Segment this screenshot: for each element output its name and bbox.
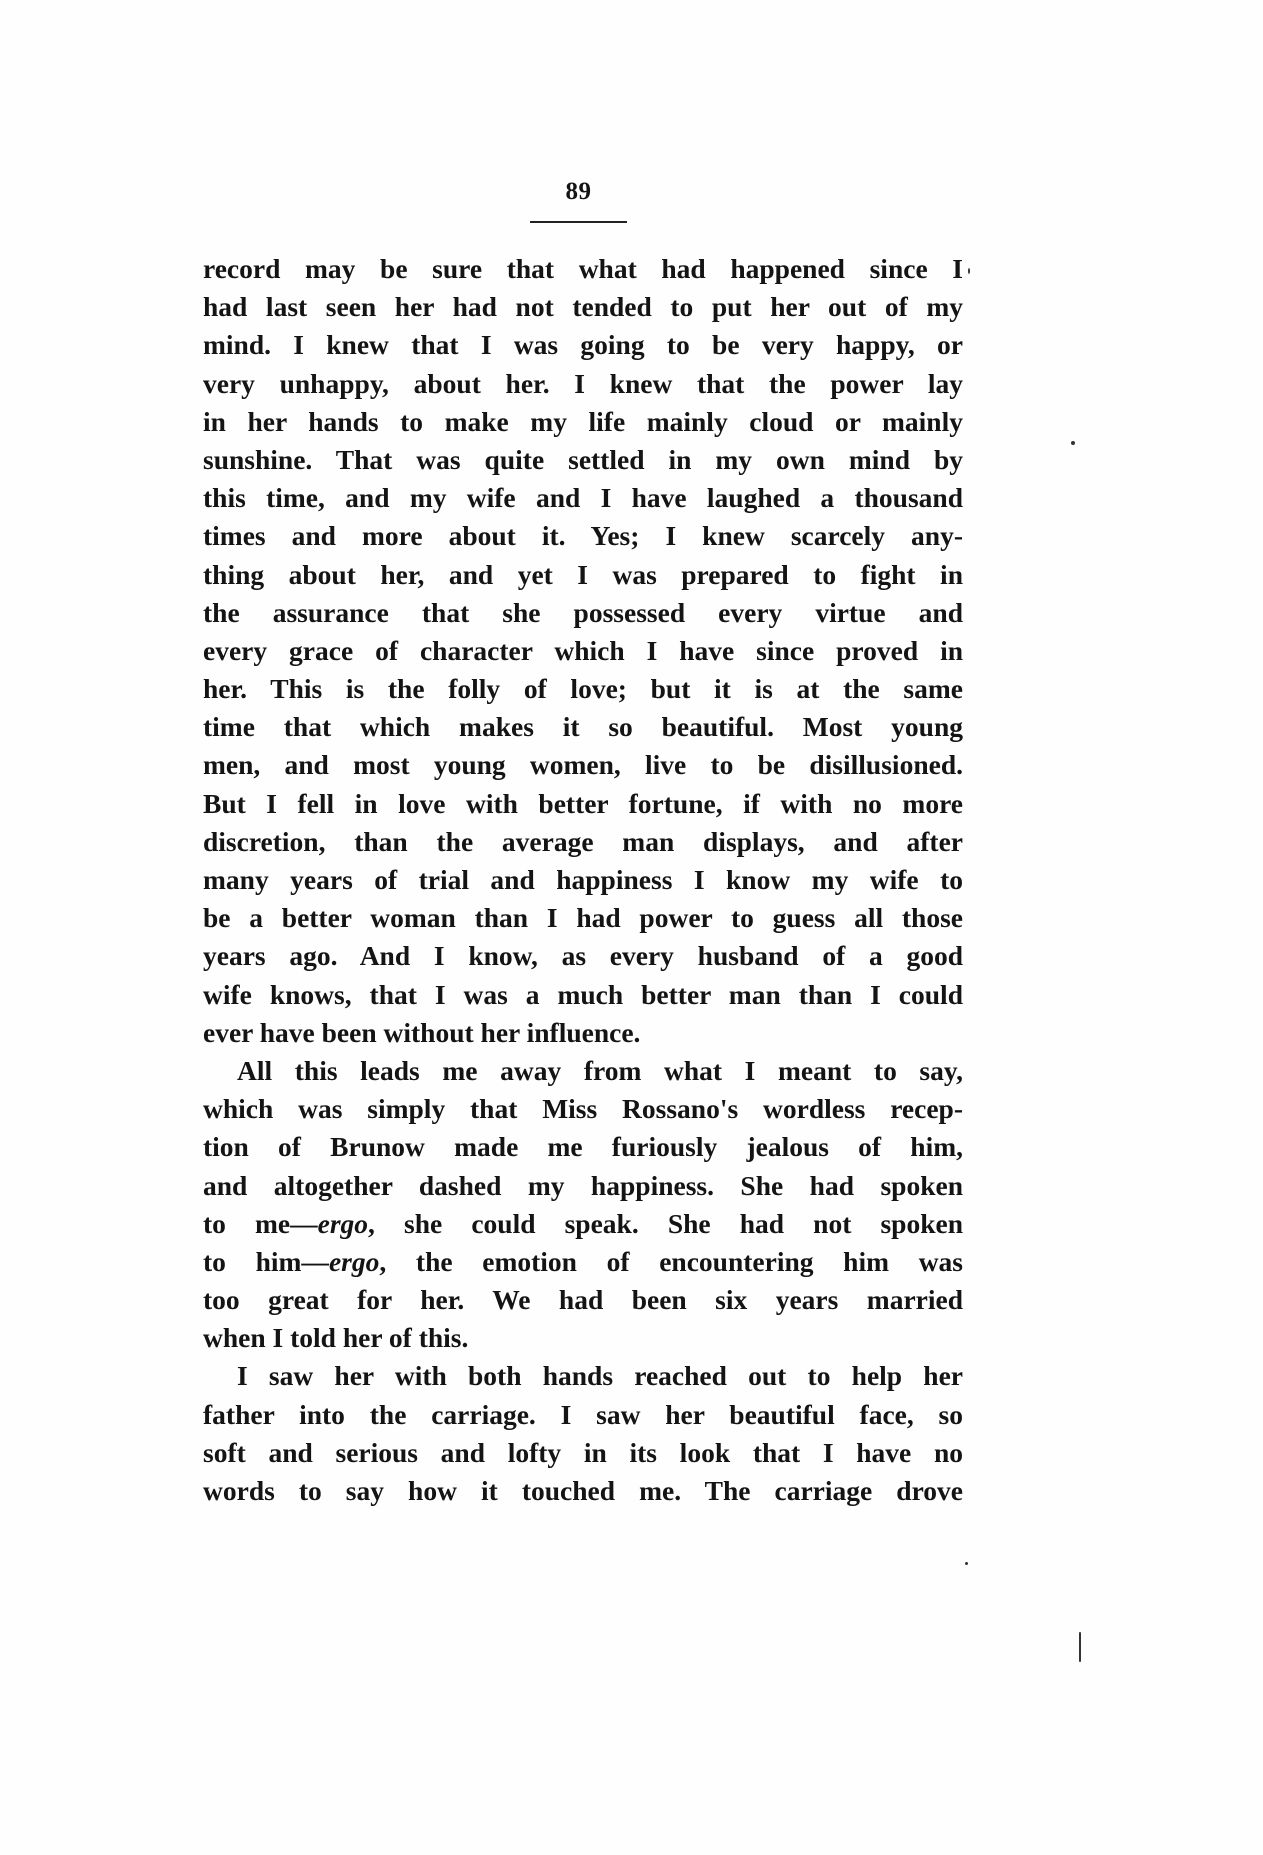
text-line: her. This is the folly of love; but it is at the same <box>203 673 963 705</box>
text-line: which was simply that Miss Rossano's wordless recep- <box>203 1093 963 1125</box>
margin-speck <box>1071 441 1075 445</box>
text-line: and altogether dashed my happiness. She had spoken <box>203 1169 963 1201</box>
text-line: record may be sure that what had happened since I <box>203 253 963 284</box>
paragraph-2 <box>203 1052 963 1358</box>
text-line: to him—ergo, the emotion of encountering him was <box>203 1245 964 1277</box>
text-line: be a better woman than I had power to guess all those <box>203 902 963 934</box>
page-number: 89 <box>565 178 592 205</box>
text-line: wife knows, that I was a much better man than I could <box>203 978 963 1010</box>
text-line: But I fell in love with better fortune, if with no more <box>203 787 963 819</box>
text-line: when I told her of this. <box>203 1322 469 1354</box>
paragraph-1 <box>203 250 963 1052</box>
text-line: many years of trial and happiness I know my wife to <box>203 864 963 895</box>
margin-speck <box>965 1562 968 1565</box>
text-line: father into the carriage. I saw her beautiful face, so <box>203 1398 963 1430</box>
italic-word: ergo <box>317 1207 369 1239</box>
text-line: thing about her, and yet I was prepared to fight in <box>203 558 963 590</box>
text-line: soft and serious and lofty in its look that I have no <box>203 1436 963 1468</box>
text-line: All this leads me away from what I meant to say, <box>237 1054 963 1086</box>
text-line: too great for her. We had been six years married <box>203 1284 963 1316</box>
text-line: ever have been without her influence. <box>203 1016 641 1048</box>
text-line: the assurance that she possessed every virtue and <box>203 596 963 628</box>
text-line: in her hands to make my life mainly cloud or mainly <box>203 405 963 437</box>
text-line: time that which makes it so beautiful. Most young <box>203 711 963 743</box>
text-line: I saw her with both hands reached out to help her <box>237 1360 963 1392</box>
text-line: tion of Brunow made me furiously jealous of him, <box>203 1131 963 1163</box>
text-line: every grace of character which I have since proved in <box>203 634 963 666</box>
italic-word: ergo <box>328 1245 380 1277</box>
text-line: discretion, than the average man displays, and after <box>203 825 963 857</box>
text-line: words to say how it touched me. The carriage drove <box>203 1475 963 1506</box>
text-line: had last seen her had not tended to put her out of my <box>203 291 963 323</box>
text-line: to me—ergo, she could speak. She had not spoken <box>203 1207 963 1239</box>
body-text <box>203 250 963 1510</box>
text-line: very unhappy, about her. I knew that the power lay <box>203 367 963 399</box>
margin-speck <box>968 268 970 274</box>
text-line: this time, and my wife and I have laughed a thousand <box>203 482 963 514</box>
paragraph-3 <box>203 1357 963 1510</box>
text-line: sunshine. That was quite settled in my own mind by <box>203 443 963 475</box>
margin-speck <box>1079 1632 1081 1662</box>
text-line: mind. I knew that I was going to be very happy, or <box>203 329 963 361</box>
text-line: men, and most young women, live to be disillusioned. <box>203 749 963 781</box>
header-rule <box>530 221 627 223</box>
text-line: times and more about it. Yes; I knew scarcely any- <box>203 520 963 552</box>
text-line: years ago. And I know, as every husband of a good <box>203 940 963 972</box>
